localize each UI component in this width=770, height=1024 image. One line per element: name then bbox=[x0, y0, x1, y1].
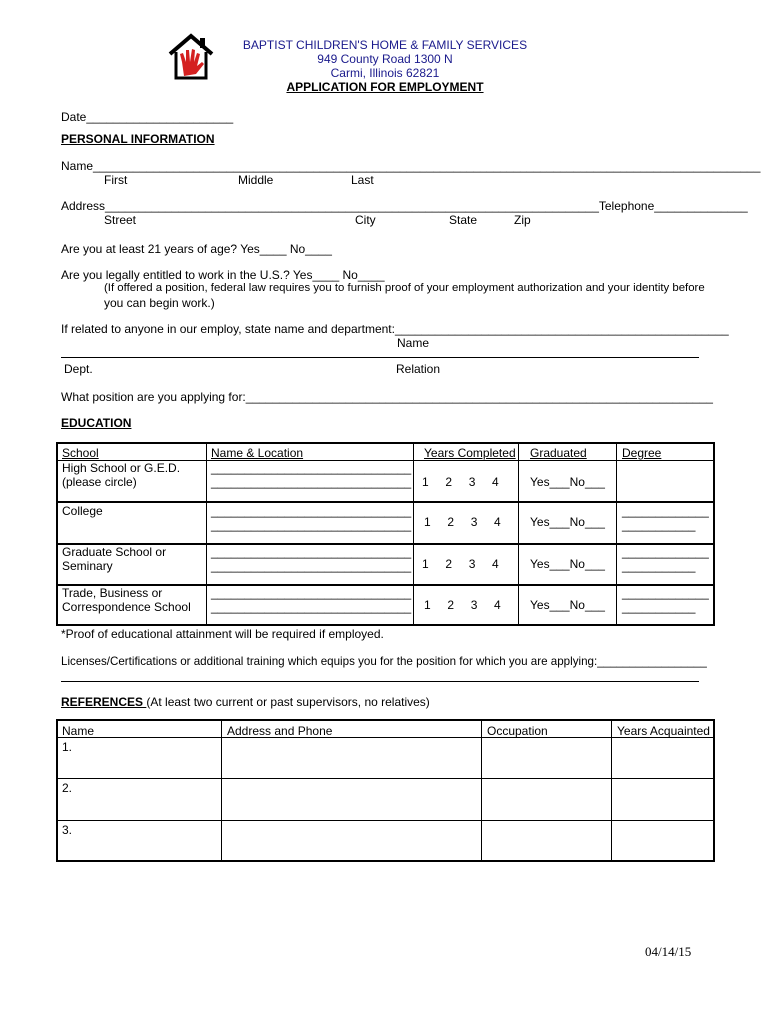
position-field[interactable]: What position are you applying for:______________________________________________________________________ bbox=[61, 390, 713, 404]
address-sub-street: Street bbox=[104, 213, 137, 227]
references-table bbox=[56, 719, 715, 862]
edu-row-years[interactable]: 1 2 3 4 bbox=[424, 515, 501, 529]
edu-header-years: Years Completed bbox=[424, 446, 516, 460]
related-sub-name: Name bbox=[397, 336, 430, 350]
related-sub-relation: Relation bbox=[396, 362, 441, 376]
form-title: APPLICATION FOR EMPLOYMENT bbox=[286, 80, 484, 94]
edu-header-name-location: Name & Location bbox=[211, 446, 304, 460]
org-address-line2: Carmi, Illinois 62821 bbox=[330, 66, 440, 80]
edu-row-school: Trade, Business or Correspondence School bbox=[62, 586, 191, 614]
edu-row-name-lines[interactable]: ______________________________ ______________________________ bbox=[211, 461, 412, 489]
education-heading: EDUCATION bbox=[61, 416, 132, 430]
ref-header-occupation: Occupation bbox=[487, 724, 548, 738]
edu-row-graduated[interactable]: Yes___No___ bbox=[530, 515, 605, 529]
edu-header-graduated: Graduated bbox=[530, 446, 587, 460]
references-subheading: (At least two current or past supervisors, no relatives) bbox=[146, 695, 430, 709]
edu-row-school: Graduate School or Seminary bbox=[62, 545, 167, 573]
edu-row-degree[interactable]: _____________ ___________ bbox=[622, 504, 709, 532]
ref-header-address-phone: Address and Phone bbox=[227, 724, 333, 738]
legal-work-question[interactable]: Are you legally entitled to work in the U.S.? Yes____ No____ bbox=[61, 268, 385, 282]
edu-row-years[interactable]: 1 2 3 4 bbox=[422, 475, 499, 489]
name-sub-middle: Middle bbox=[238, 173, 274, 187]
education-footnote: *Proof of educational attainment will be required if employed. bbox=[61, 627, 384, 641]
ref-row-number: 1. bbox=[62, 740, 73, 754]
licenses-field[interactable]: Licenses/Certifications or additional training which equips you for the position for which you are applying:_________________ bbox=[61, 655, 707, 668]
personal-info-heading: PERSONAL INFORMATION bbox=[61, 132, 215, 146]
address-field[interactable]: Address__________________________________________________________________________Telephone______________ bbox=[61, 199, 748, 213]
org-name: BAPTIST CHILDREN'S HOME & FAMILY SERVICES bbox=[242, 38, 528, 52]
edu-row-graduated[interactable]: Yes___No___ bbox=[530, 557, 605, 571]
legal-note-line2: you can begin work.) bbox=[104, 296, 215, 310]
name-sub-last: Last bbox=[351, 173, 374, 187]
age-question[interactable]: Are you at least 21 years of age? Yes____ No____ bbox=[61, 242, 332, 256]
related-field[interactable]: If related to anyone in our employ, state name and department:__________________________________________________ bbox=[61, 322, 729, 336]
name-sub-first: First bbox=[104, 173, 128, 187]
education-table bbox=[56, 442, 715, 626]
references-heading-group bbox=[61, 695, 430, 709]
address-sub-city: City bbox=[355, 213, 376, 227]
org-address-line1: 949 County Road 1300 N bbox=[317, 52, 453, 66]
edu-row-name-lines[interactable]: ______________________________ ______________________________ bbox=[211, 586, 412, 614]
edu-row-name-lines[interactable]: ______________________________ ______________________________ bbox=[211, 545, 412, 573]
legal-note-line1: (If offered a position, federal law requires you to furnish proof of your employment authorization and your identity before bbox=[104, 282, 705, 294]
related-sub-dept: Dept. bbox=[64, 362, 93, 376]
licenses-line-2[interactable] bbox=[61, 681, 699, 682]
references-heading: REFERENCES bbox=[61, 695, 147, 709]
address-sub-zip: Zip bbox=[514, 213, 531, 227]
edu-row-school: College bbox=[62, 504, 103, 518]
edu-row-graduated[interactable]: Yes___No___ bbox=[530, 598, 605, 612]
related-dept-line[interactable] bbox=[61, 357, 699, 358]
edu-row-degree[interactable]: _____________ ___________ bbox=[622, 586, 709, 614]
name-field[interactable]: Name____________________________________________________________________________________________________ bbox=[61, 159, 761, 173]
date-field[interactable]: Date______________________ bbox=[61, 110, 234, 124]
ref-row-number: 3. bbox=[62, 823, 73, 837]
edu-row-school: High School or G.E.D. (please circle) bbox=[62, 461, 181, 489]
edu-row-graduated[interactable]: Yes___No___ bbox=[530, 475, 605, 489]
ref-header-name: Name bbox=[62, 724, 95, 738]
edu-header-school: School bbox=[62, 446, 99, 460]
edu-row-degree[interactable]: _____________ ___________ bbox=[622, 545, 709, 573]
ref-header-years-acquainted: Years Acquainted bbox=[617, 724, 710, 738]
address-sub-state: State bbox=[449, 213, 478, 227]
ref-row-number: 2. bbox=[62, 781, 73, 795]
form-revision-date: 04/14/15 bbox=[645, 944, 692, 959]
edu-header-degree: Degree bbox=[622, 446, 662, 460]
edu-row-name-lines[interactable]: ______________________________ ______________________________ bbox=[211, 504, 412, 532]
edu-row-years[interactable]: 1 2 3 4 bbox=[422, 557, 499, 571]
edu-row-years[interactable]: 1 2 3 4 bbox=[424, 598, 501, 612]
